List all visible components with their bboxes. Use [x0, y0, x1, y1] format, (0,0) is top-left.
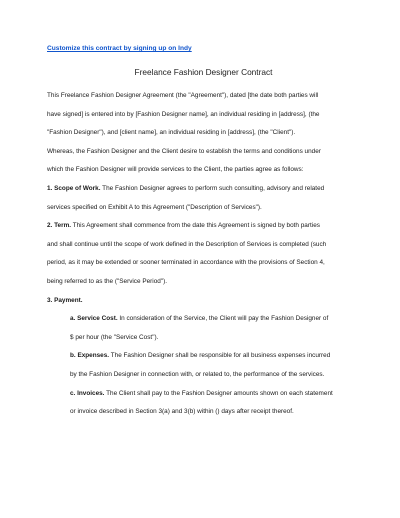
section-line: being referred to as the ("Service Period"). [47, 277, 167, 285]
section-heading: 1. Scope of Work. [47, 184, 101, 192]
section-line: and shall continue until the scope of work defined in the Description of Services is completed (such [47, 240, 327, 248]
intro-line: This Freelance Fashion Designer Agreement (the "Agreement"), dated [the date both parties will [47, 92, 319, 99]
subsection-line: $ per hour (the "Service Cost"). [70, 333, 159, 341]
intro-line: "Fashion Designer"), and [client name], an individual residing in [address], (the "Client"). [47, 129, 296, 137]
subsection-line [70, 310, 360, 329]
section-text: The Fashion Designer agrees to perform such consulting, advisory and related [100, 184, 325, 192]
section-line: period, as it may be extended or sooner terminated in accordance with the provisions of Section 4, [47, 259, 325, 267]
document-title: Freelance Fashion Designer Contract [134, 67, 273, 77]
section-line: services specified on Exhibit A to this Agreement ("Description of Services"). [47, 203, 262, 211]
whereas-line: which the Fashion Designer will provide services to the Client, the parties agree as follows: [47, 166, 304, 174]
subsection-text: The Fashion Designer shall be responsible for all business expenses incurred [109, 352, 331, 360]
subsection-invoices [47, 385, 360, 422]
section-payment [47, 292, 360, 311]
subsection-text: In consideration of the Service, the Client will pay the Fashion Designer of [117, 315, 329, 323]
intro-line: have signed] is entered into by [Fashion Designer name], an individual residing in [address], (the [47, 110, 320, 118]
subsection-service-cost [47, 310, 360, 347]
whereas-line: Whereas, the Fashion Designer and the Client desire to establish the terms and conditions under [47, 147, 321, 155]
section-heading: 3. Payment. [47, 296, 83, 304]
subsection-expenses [47, 347, 360, 384]
subsection-line: or invoice described in Section 3(a) and 3(b) within () days after receipt thereof. [70, 408, 294, 416]
section-line [47, 180, 360, 199]
whereas-paragraph [47, 143, 360, 180]
subsection-heading: a. Service Cost. [70, 315, 118, 323]
section-heading: 2. Term. [47, 222, 72, 230]
intro-paragraph [47, 87, 360, 143]
section-line [47, 217, 360, 236]
subsection-text: The Client shall pay to the Fashion Designer amounts shown on each statement [104, 389, 333, 397]
customize-contract-link[interactable]: Customize this contract by signing up on Indy [47, 45, 192, 52]
section-text: This Agreement shall commence from the date this Agreement is signed by both parties [71, 222, 320, 230]
subsection-heading: c. Invoices. [70, 389, 105, 397]
subsection-line [70, 347, 360, 366]
section-term [47, 217, 360, 291]
subsection-line: by the Fashion Designer in connection with, or related to, the performance of the services. [70, 370, 325, 378]
subsection-heading: b. Expenses. [70, 352, 110, 360]
subsection-line [70, 385, 360, 404]
section-scope-of-work [47, 180, 360, 217]
